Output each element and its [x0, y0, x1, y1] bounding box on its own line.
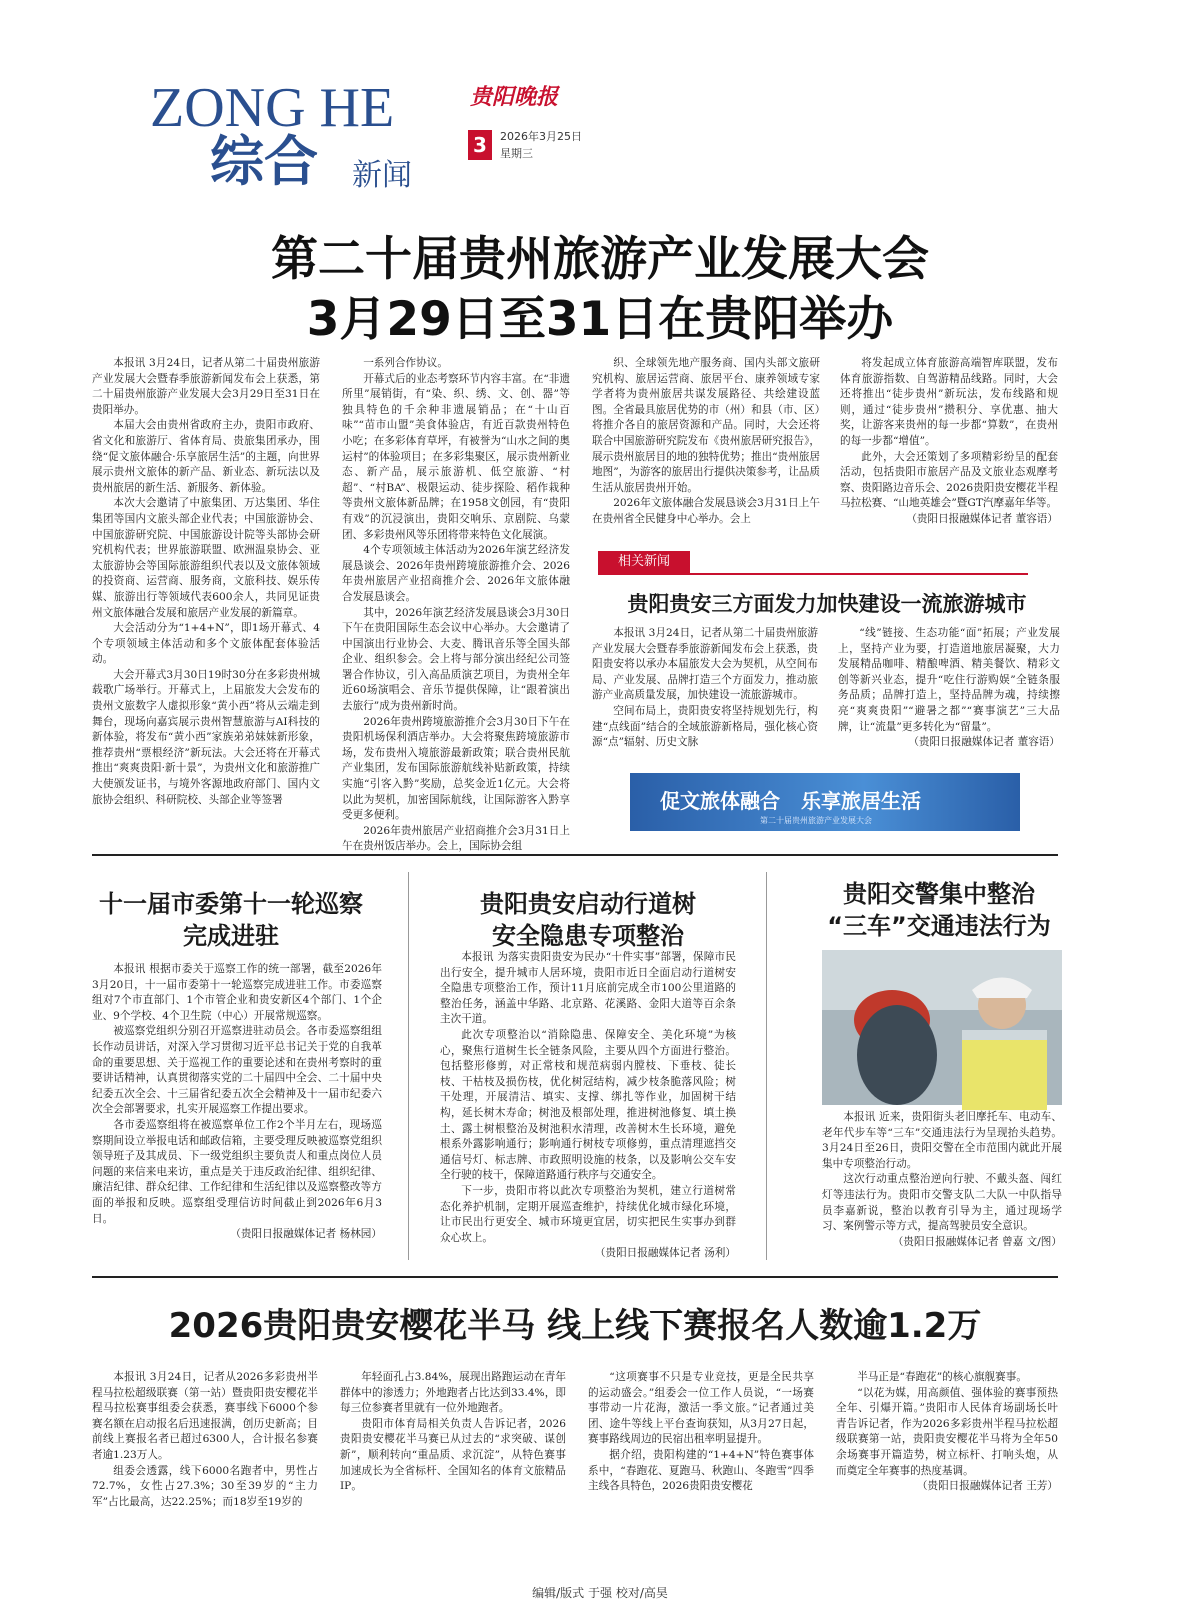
- banner-subtitle: 第二十届贵州旅游产业发展大会: [760, 816, 872, 825]
- masthead-chinese-small: 新闻: [352, 158, 412, 193]
- paragraph: 本报讯 3月24日，记者从第二十届贵州旅游产业发展大会暨春季旅游新闻发布会上获悉，第二十届贵州旅游产业发展大会3月29日至31日在贵阳举办。: [92, 357, 320, 416]
- banner-slogan: [660, 785, 921, 814]
- story1-title-line2: 完成进驻: [183, 922, 279, 950]
- lead-column-4: [840, 356, 1058, 536]
- story1-title: [80, 888, 382, 952]
- story1-body: [92, 962, 382, 1260]
- story3-body: [822, 1110, 1062, 1260]
- story2-title: [438, 888, 738, 952]
- paragraph: 本报讯 根据市委关于巡察工作的统一部署，截至2026年3月20日，十一届市委第十一轮巡察完成进驻工作。市委巡察组对7个市直部门、1个市管企业和贵安新区4个部门、1个企业、9个学校、4个卫生院（中心）开展常规巡察。: [92, 963, 382, 1022]
- lead-headline-1: 第二十届贵州旅游产业发展大会: [271, 232, 929, 287]
- byline: （贵阳日报融媒体记者 杨林园）: [230, 1228, 382, 1241]
- paragraph: 大会开幕式3月30日19时30分在多彩贵州城载歌广场举行。开幕式上，上届旅发大会发布的贵州文旅数字人虚拟形象“黄小西”将从云端走到舞台，现场向嘉宾展示贵州智慧旅游与AI科技的新体验，将发布“黄小西”家族弟弟妹妹新形象，推荐贵州“票根经济”新玩法。大会还将在开幕式推出“爽爽贵阳·新十景”，为贵州文化和旅游推广大使颁发证书，与境外客源地政府部门、国内文旅协会组织、科研院校、头部企业等签署: [92, 668, 320, 806]
- paragraph: 本报讯 为落实贵阳贵安为民办“十件实事”部署，保障市民出行安全，提升城市人居环境，贵阳市近日全面启动行道树安全隐患专项整治工作，预计11月底前完成全市100公里道路的整治任务，涵盖中华路、北京路、花溪路、金阳大道等百余条主次干道。: [440, 951, 736, 1026]
- paragraph: 2026年贵州旅居产业招商推介会3月31日上午在贵州饭店举办。会上，国际协会组: [342, 824, 570, 853]
- masthead-chinese: 综合: [210, 130, 318, 193]
- paragraph: 组委会透露，线下6000名跑者中，男性占72.7%，女性占27.3%；30至39岁的“主力军”占比最高，达22.25%；而18岁至19岁的: [92, 1464, 318, 1508]
- story2-title-line2: 安全隐患专项整治: [492, 922, 684, 950]
- paragraph: 据介绍，贵阳构建的“1+4+N”特色赛事体系中，“春跑花、夏跑马、秋跑山、冬跑雪”四季主线各具特色，2026贵阳贵安樱花: [588, 1448, 814, 1493]
- lead-column-3: [592, 356, 820, 532]
- paragraph: 被巡察党组织分别召开巡察进驻动员会。各市委巡察组组长作动员讲话，对深入学习贯彻习近平总书记关于党的自我革命的重要思想、关于巡视工作的重要论述和在贵州考察时的重要讲话精神，认真贯彻落实党的二十届四中全会、二十届中央纪委五次全会、十三届省纪委五次全会精神及十一届市纪委六次全会部署要求，扎实开展巡察工作提出要求。: [92, 1025, 382, 1116]
- lead-column-2: [342, 356, 570, 853]
- paragraph: “以花为媒，用高颜值、强体验的赛事预热全年、引爆开篇。”贵阳市人民体育场副场长叶青告诉记者，作为2026多彩贵州半程马拉松超级联赛第一站，贵阳贵安樱花半马将为全年50余场赛事开篇造势，树立标杆、打响头炮，从而奠定全年赛事的热度基调。: [836, 1386, 1058, 1477]
- paragraph: 此次专项整治以“消除隐患、保障安全、美化环境”为核心，聚焦行道树生长全链条风险，主要从四个方面进行整治。包括整形修剪，对正常枝和规范病弱内膛枝、下垂枝、徒长枝、干枯枝及损伤枝，优化树冠结构，减少枝条脆落风险；树干处理，开展清洁、填实、支撑、绑扎等作业，加固树干结构，延长树木寿命；树池及根部处理，推进树池修复、填土换土、露土树根整治及树池积水清理，改善树木生长环境，避免根系外露影响通行；影响通行树枝专项修剪，重点清理遮挡交通信号灯、标志牌、市政照明设施的枝条，以及影响公交车安全行驶的枝干，保障道路通行秩序与交通安全。: [440, 1028, 736, 1182]
- section-divider: [92, 1276, 1058, 1278]
- banner-slogan-1: 促文旅体融合: [660, 789, 780, 813]
- paragraph: 织、全球领先地产服务商、国内头部文旅研究机构、旅居运营商、旅居平台、康养领域专家学者将为贵州旅居共谋发展路径、共绘建设蓝图。全省最具旅居优势的市（州）和县（市、区）将推介各自的旅居资源和产品。同时，大会还将联合中国旅游研究院发布《贵州旅居研究报告》，展示贵州旅居目的地的独特优势；推出“贵州旅居地图”，为游客的旅居出行提供决策参考，让品质生活从旅居贵州开始。: [592, 357, 820, 494]
- story4-column-1: [92, 1370, 318, 1570]
- paragraph: 其中，2026年演艺经济发展恳谈会3月30日下午在贵阳国际生态会议中心举办。大会邀请了中国演出行业协会、大麦、腾讯音乐等全国头部企业、组织参会。会上将与部分演出经纪公司签署合作协议，引入高品质演艺项目，为贵州全年近60场演唱会、音乐节提供保障，让“跟着演出去旅行”成为贵州新时尚。: [342, 606, 570, 713]
- paragraph: 年轻面孔占3.84%，展现出路跑运动在青年群体中的渗透力；外地跑者占比达到33.4%，即每三位参赛者里就有一位外地跑者。: [340, 1371, 566, 1415]
- story3-title: [794, 878, 1084, 942]
- news-photo: [822, 950, 1062, 1105]
- newspaper-name: 贵阳晚报: [470, 84, 559, 110]
- related-news-title: 贵阳贵安三方面发力加快建设一流旅游城市: [627, 592, 1027, 616]
- byline: （贵阳日报融媒体记者 董容语）: [908, 736, 1060, 749]
- paragraph: 各市委巡察组将在被巡察单位工作2个半月左右，现场巡察期间设立举报电话和邮政信箱，主要受理反映被巡察党组织领导班子及其成员、下一级党组织主要负责人和重点岗位人员问题的来信来电来访，重点是关于违反政治纪律、组织纪律、廉洁纪律、群众纪律、工作纪律和生活纪律以及巡察整改等方面的举报和反映。巡察组受理信访时间截止到2026年6月3日。: [92, 1118, 382, 1225]
- paragraph: 一系列合作协议。: [363, 357, 448, 369]
- byline: （贵阳日报融媒体记者 董容语）: [906, 512, 1058, 525]
- lead-headline-2: 3月29日至31日在贵阳举办: [306, 292, 894, 347]
- story4-column-2: [340, 1370, 566, 1570]
- related-news-rule: [598, 573, 1028, 575]
- paragraph: 将发起成立体育旅游高端智库联盟，发布体育旅游指数、自驾游精品线路。同时，大会还将推出“徒步贵州”新玩法，发布线路和规则，通过“徒步贵州”攒积分、享优惠、抽大奖，让游客来贵州的每一步都“算数”，在贵州的每一步都“增值”。: [840, 357, 1058, 447]
- related-column-2: [838, 626, 1060, 766]
- banner-slogan-2: 乐享旅居生活: [800, 789, 921, 813]
- paragraph: 开幕式后的业态考察环节内容丰富。在“非遗所里”展销街，有“染、织、绣、文、创、器”等独具特色的千余种非遗展销品；在“十山百味”“苗市山盟”美食体验店，有近百款贵州特色小吃；在多彩体育草坪，有被誉为“山水之间的奥运村”的体验项目；在多彩集聚区，展示贵州新业态、新产品，展示旅游机、低空旅游、“村超”、“村BA”、极限运动、徒步探险、稻作栽种等贵州文旅体新品牌；在1958文创园，有“贵阳有戏”的沉浸演出，贵阳交响乐、京剧院、乌蒙团、多彩贵州风等乐团将带来特色文化展演。: [342, 372, 570, 541]
- paragraph: 本次大会邀请了中旅集团、万达集团、华住集团等国内文旅头部企业代表；中国旅游协会、中国旅游研究院、中国旅游设计院等头部协会研究机构代表；世界旅游联盟、欧洲温泉协会、亚太旅游协会等国际旅游组织代表以及文旅体领域的投资商、运营商、服务商，文旅科技、娱乐传媒、旅游出行等领域代表600余人，共同见证贵州文旅体融合发展和旅居产业发展的新篇章。: [92, 497, 320, 619]
- photo-illustration: [822, 950, 1062, 1105]
- masthead-english: ZONG HE: [150, 77, 395, 139]
- story4-column-3: [588, 1370, 814, 1570]
- paragraph: 贵阳市体育局相关负责人告诉记者，2026贵阳贵安樱花半马赛已从过去的“求突破、谋创新”，顺利转向“重品质、求沉淀”，从特色赛事加速成长为全省标杆、全国知名的体育文旅精品IP。: [340, 1417, 566, 1493]
- paragraph: “这项赛事不只是专业竞技，更是全民共享的运动盛会。”组委会一位工作人员说，“一场赛事带动一片花海，激活一季文旅。”记者通过美团、途牛等线上平台查询获知，从3月27日起，赛事路线周边的民宿出租率明显提升。: [588, 1371, 814, 1446]
- byline: （贵阳日报融媒体记者 王芳）: [916, 1480, 1058, 1493]
- page-number: 3: [468, 130, 492, 160]
- related-column-1: [592, 626, 818, 766]
- story4-title: 2026贵阳贵安樱花半马 线上线下赛报名人数逾1.2万: [168, 1306, 982, 1346]
- related-news-tag: 相关新闻: [598, 551, 690, 573]
- column-divider: [766, 872, 767, 1260]
- column-divider: [408, 872, 409, 1260]
- paragraph: 本报讯 3月24日，记者从2026多彩贵州半程马拉松超级联赛（第一站）暨贵阳贵安樱花半程马拉松赛事组委会获悉，赛事线下6000个参赛名额在启动报名后迅速报满，创历史新高；目前线上赛报名者已超过6300人，合计报名参赛者逾1.23万人。: [92, 1371, 318, 1461]
- paragraph: 本报讯 3月24日，记者从第二十届贵州旅游产业发展大会暨春季旅游新闻发布会上获悉，贵阳贵安将以承办本届旅发大会为契机，从空间布局、产业发展、品牌打造三个方面发力，推动旅游产业高质量发展，加快建设一流旅游城市。: [592, 627, 818, 702]
- story3-title-line2: “三车”交通违法行为: [827, 912, 1051, 940]
- paragraph: 空间布局上，贵阳贵安将坚持规划先行，构建“点线面”结合的全域旅游新格局，强化核心资源“点”辐射、历史文脉: [592, 704, 818, 749]
- paragraph: 2026年文旅体融合发展恳谈会3月31日上午在贵州省全民健身中心举办。会上: [592, 497, 820, 525]
- paragraph: 本报讯 近来，贵阳街头老旧摩托车、电动车、老年代步车等“三车”交通违法行为呈现抬头趋势。3月24日至26日，贵阳交警在全市范围内就此开展集中专项整治行动。: [822, 1111, 1062, 1170]
- byline: （贵阳日报融媒体记者 汤利）: [594, 1247, 736, 1260]
- paragraph: 4个专项领域主体活动为2026年演艺经济发展恳谈会、2026年贵州跨境旅游推介会、2026年贵州旅居产业招商推介会、2026年文旅体融合发展恳谈会。: [342, 544, 570, 603]
- paragraph: 半马正是“春跑花”的核心旗舰赛事。: [857, 1371, 1027, 1383]
- paragraph: 2026年贵州跨境旅游推介会3月30日下午在贵阳机场保利酒店举办。大会将聚焦跨境旅游市场，发布贵州入境旅游最新政策；联合贵州民航产业集团，发布国际旅游航线补贴新政策，持续实施“引客入黔”奖励，总奖金近1亿元。大会将以此为契机，加密国际航线，让国际游客入黔享受更多便利。: [342, 715, 570, 822]
- paragraph: 此外，大会还策划了多项精彩纷呈的配套活动，包括贵阳市旅居产品及文旅业态观摩考察、贵阳路边音乐会、2026贵阳贵安樱花半程马拉松赛、“山地英雄会”暨GT汽摩嘉年华等。: [840, 450, 1058, 510]
- story2-title-line1: 贵阳贵安启动行道树: [480, 890, 696, 918]
- paragraph: 大会活动分为“1+4+N”，即1场开幕式、4个专项领域主体活动和多个文旅体配套体验活动。: [92, 622, 320, 666]
- byline: （贵阳日报融媒体记者 曾嘉 文/图）: [892, 1235, 1062, 1248]
- weekday-text: 星期三: [500, 147, 533, 160]
- paragraph: 下一步，贵阳市将以此次专项整治为契机，建立行道树常态化养护机制，定期开展巡查维护，持续优化城市绿化环境，让市民出行更安全、城市环境更宜居，切实把民生实事办到群众心坎上。: [440, 1184, 736, 1244]
- editor-credits: 编辑/版式 于强 校对/高昊: [532, 1586, 668, 1600]
- paragraph: 本届大会由贵州省政府主办，贵阳市政府、省文化和旅游厅、省体育局、贵旅集团承办，围绕“促文旅体融合·乐享旅居生活”的主题，向世界展示贵州文旅体的新产品、新业态、新玩法以及贵州旅居的新生活、新服务、新体验。: [92, 419, 320, 494]
- lead-column-1: [92, 356, 320, 832]
- issue-date: [500, 128, 582, 162]
- story4-column-4: [836, 1370, 1058, 1570]
- story1-title-line1: 十一届市委第十一轮巡察: [99, 890, 363, 918]
- paragraph: “线”链接、生态功能“面”拓展；产业发展上，坚持产业为要，打造道地旅居凝聚，大力发展精品咖啡、精酿啤酒、精美餐饮、精彩文创等新兴业态，提升“吃住行游购娱”全链条服务品质；品牌打造上，坚持品牌为魂，持续擦亮“爽爽贵阳”“避暑之都”“赛事演艺”三大品牌，让“流量”更多转化为“留量”。: [838, 627, 1060, 733]
- story2-body: [440, 950, 736, 1260]
- paragraph: 这次行动重点整治逆向行驶、不戴头盔、闯红灯等违法行为。贵阳市交警支队二大队一中队指导员李嘉新说，整治以教育引导为主，通过现场学习、案例警示等方式，提高驾驶员安全意识。: [822, 1173, 1062, 1233]
- section-divider: [92, 854, 1058, 856]
- date-text: 2026年3月25日: [500, 130, 582, 143]
- story3-title-line1: 贵阳交警集中整治: [843, 880, 1035, 908]
